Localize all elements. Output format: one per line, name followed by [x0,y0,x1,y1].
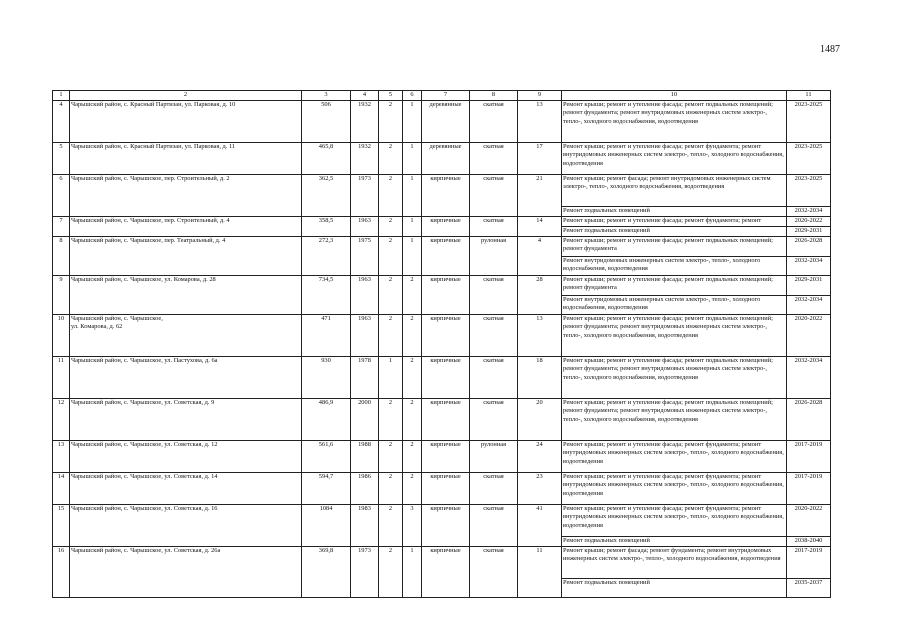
house-floors: 2 [379,398,403,440]
house-roof-type: скатная [470,314,518,356]
column-number: 6 [403,91,422,101]
column-number: 8 [470,91,518,101]
work-period: 2026-2028 [787,236,831,256]
work-description: Ремонт подвальных помещений [562,206,787,216]
house-walls-material: деревянные [422,100,470,142]
house-walls-material: кирпичные [422,236,470,275]
house-address: Чарышский район, с. Чарышское, ул. Советская, д. 16 [70,504,302,546]
house-year: 1983 [351,504,379,546]
house-roof-type: рулонная [470,236,518,275]
work-description: Ремонт крыши; ремонт и утепление фасада; ремонт фундамента; ремонт внутридомовых инженерных систем электро-, тепло-, холодного водоснабжения, водоотведения [562,440,787,472]
house-apartments: 4 [518,236,562,275]
work-description: Ремонт крыши; ремонт фасада; ремонт внутридомовых инженерных систем электро-, тепло-, холодного водоснабжения, водоотведения [562,174,787,206]
house-address: Чарышский район, с. Чарышское, ул. Советская, д. 9 [70,398,302,440]
column-number: 4 [351,91,379,101]
house-number: 9 [53,275,70,314]
column-number: 11 [787,91,831,101]
house-walls-material: кирпичные [422,314,470,356]
work-period: 2038-2040 [787,536,831,546]
table-row [53,236,831,256]
house-number: 16 [53,546,70,597]
house-year: 1963 [351,216,379,236]
house-floors: 2 [379,216,403,236]
column-number-row [53,91,831,101]
house-area: 471 [302,314,351,356]
work-description: Ремонт крыши; ремонт и утепление фасада; ремонт фундамента; ремонт внутридомовых инженерных систем электро-, тепло-, холодного водоснабжения, водоотведения [562,142,787,174]
house-apartments: 28 [518,275,562,314]
house-apartments: 20 [518,398,562,440]
house-roof-type: рулонная [470,440,518,472]
house-floors: 2 [379,236,403,275]
work-description: Ремонт крыши; ремонт фасада; ремонт фундамента; ремонт внутридомовых инженерных систем электро-, тепло-, холодного водоснабжения, водоотведения [562,546,787,578]
house-area: 369,8 [302,546,351,597]
house-number: 12 [53,398,70,440]
work-period: 2026-2028 [787,398,831,440]
work-description: Ремонт крыши; ремонт и утепление фасада; ремонт подвальных помещений; ремонт фундамента; ремонт внутридомовых инженерных систем электро-, тепло-, холодного водоснабжения, водоотведения [562,356,787,398]
work-period: 2029-2031 [787,275,831,295]
column-number: 10 [562,91,787,101]
house-year: 1978 [351,356,379,398]
house-area: 465,8 [302,142,351,174]
house-floors: 2 [379,504,403,546]
house-apartments: 18 [518,356,562,398]
house-roof-type: скатная [470,100,518,142]
work-period: 2020-2022 [787,504,831,536]
column-number: 9 [518,91,562,101]
house-number: 5 [53,142,70,174]
work-period: 2023-2025 [787,174,831,206]
house-year: 1932 [351,100,379,142]
table-row [53,440,831,472]
housing-register-table [52,90,831,598]
house-area: 734,5 [302,275,351,314]
house-entrances: 2 [403,440,422,472]
house-area: 561,6 [302,440,351,472]
house-area: 594,7 [302,472,351,504]
work-period: 2032-2034 [787,295,831,314]
house-area: 930 [302,356,351,398]
house-roof-type: скатная [470,174,518,216]
table-row [53,142,831,174]
work-description: Ремонт внутридомовых инженерных систем электро-, тепло-, холодного водоснабжения, водоотведения [562,295,787,314]
house-entrances: 3 [403,504,422,546]
work-period: 2023-2025 [787,100,831,142]
house-roof-type: скатная [470,275,518,314]
column-number: 2 [70,91,302,101]
house-address: Чарышский район, с. Чарышское, ул. Комарова, д. 62 [70,314,302,356]
house-entrances: 1 [403,216,422,236]
table-row [53,546,831,578]
house-floors: 2 [379,174,403,216]
work-period: 2020-2022 [787,216,831,226]
house-address: Чарышский район, с. Чарышское, пер. Театральный, д. 4 [70,236,302,275]
table-row [53,216,831,226]
house-apartments: 13 [518,314,562,356]
house-year: 1988 [351,440,379,472]
house-entrances: 1 [403,100,422,142]
house-address: Чарышский район, с. Красный Партизан, ул. Парковая, д. 10 [70,100,302,142]
house-apartments: 24 [518,440,562,472]
house-year: 1973 [351,174,379,216]
house-walls-material: кирпичные [422,174,470,216]
house-floors: 2 [379,440,403,472]
house-walls-material: кирпичные [422,216,470,236]
column-number: 7 [422,91,470,101]
house-year: 1963 [351,314,379,356]
column-number: 3 [302,91,351,101]
house-entrances: 1 [403,174,422,216]
house-number: 10 [53,314,70,356]
table-row [53,356,831,398]
house-entrances: 2 [403,314,422,356]
house-entrances: 2 [403,398,422,440]
house-area: 506 [302,100,351,142]
house-address: Чарышский район, с. Красный Партизан, ул. Парковая, д. 11 [70,142,302,174]
house-address: Чарышский район, с. Чарышское, ул. Советская, д. 26а [70,546,302,597]
house-year: 1973 [351,546,379,597]
house-walls-material: кирпичные [422,275,470,314]
house-number: 14 [53,472,70,504]
house-number: 6 [53,174,70,216]
house-walls-material: кирпичные [422,546,470,597]
page-number: 1487 [820,44,840,55]
house-year: 1975 [351,236,379,275]
house-floors: 2 [379,546,403,597]
table-row [53,174,831,206]
house-year: 2000 [351,398,379,440]
house-walls-material: кирпичные [422,504,470,546]
house-floors: 2 [379,100,403,142]
house-roof-type: скатная [470,546,518,597]
column-number: 5 [379,91,403,101]
work-period: 2017-2019 [787,440,831,472]
house-apartments: 13 [518,100,562,142]
house-address: Чарышский район, с. Чарышское, пер. Строительный, д. 4 [70,216,302,236]
house-entrances: 2 [403,472,422,504]
house-apartments: 41 [518,504,562,546]
house-walls-material: кирпичные [422,356,470,398]
work-description: Ремонт подвальных помещений [562,536,787,546]
work-description: Ремонт крыши; ремонт и утепление фасада; ремонт подвальных помещений; ремонт фундамента [562,275,787,295]
house-walls-material: кирпичные [422,398,470,440]
house-year: 1963 [351,275,379,314]
work-description: Ремонт крыши; ремонт и утепление фасада; ремонт подвальных помещений; ремонт фундамента; ремонт внутридомовых инженерных систем электро-, тепло-, холодного водоснабжения, водоотведения [562,314,787,356]
house-entrances: 1 [403,546,422,597]
house-address: Чарышский район, с. Чарышское, ул. Комарова, д. 28 [70,275,302,314]
house-address: Чарышский район, с. Чарышское, ул. Советская, д. 12 [70,440,302,472]
work-period: 2032-2034 [787,206,831,216]
work-description: Ремонт подвальных помещений [562,578,787,597]
house-apartments: 21 [518,174,562,216]
house-number: 15 [53,504,70,546]
house-floors: 2 [379,142,403,174]
work-description: Ремонт крыши; ремонт и утепление фасада; ремонт фундамента; ремонт внутридомовых инженерных систем электро-, тепло-, холодного водоснабжения, водоотведения [562,472,787,504]
table-row [53,504,831,536]
house-walls-material: кирпичные [422,472,470,504]
house-entrances: 1 [403,142,422,174]
house-address: Чарышский район, с. Чарышское, ул. Пастухова, д. 6а [70,356,302,398]
work-period: 2032-2034 [787,356,831,398]
table-row [53,100,831,142]
house-roof-type: скатная [470,504,518,546]
table-row [53,472,831,504]
work-period: 2032-2034 [787,256,831,275]
house-entrances: 1 [403,236,422,275]
house-apartments: 23 [518,472,562,504]
house-apartments: 17 [518,142,562,174]
house-area: 1084 [302,504,351,546]
house-number: 13 [53,440,70,472]
table-row [53,275,831,295]
house-roof-type: скатная [470,398,518,440]
work-description: Ремонт крыши; ремонт и утепление фасада; ремонт фундамента; ремонт [562,216,787,226]
work-description: Ремонт крыши; ремонт и утепление фасада; ремонт подвальных помещений; ремонт фундамента [562,236,787,256]
house-area: 362,5 [302,174,351,216]
house-floors: 2 [379,275,403,314]
house-number: 4 [53,100,70,142]
work-description: Ремонт крыши; ремонт и утепление фасада; ремонт фундамента; ремонт внутридомовых инженерных систем электро-, тепло-, холодного водоснабжения, водоотведения [562,504,787,536]
work-period: 2029-2031 [787,226,831,236]
house-walls-material: кирпичные [422,440,470,472]
house-number: 8 [53,236,70,275]
house-area: 358,5 [302,216,351,236]
work-description: Ремонт внутридомовых инженерных систем электро-, тепло-, холодного водоснабжения, водоотведения [562,256,787,275]
house-floors: 1 [379,356,403,398]
house-year: 1986 [351,472,379,504]
work-period: 2017-2019 [787,472,831,504]
work-period: 2020-2022 [787,314,831,356]
house-area: 486,9 [302,398,351,440]
house-walls-material: деревянные [422,142,470,174]
house-apartments: 14 [518,216,562,236]
work-period: 2035-2037 [787,578,831,597]
work-period: 2017-2019 [787,546,831,578]
house-floors: 2 [379,472,403,504]
house-number: 7 [53,216,70,236]
table-row [53,398,831,440]
house-roof-type: скатная [470,142,518,174]
house-address: Чарышский район, с. Чарышское, ул. Советская, д. 14 [70,472,302,504]
work-description: Ремонт крыши; ремонт и утепление фасада; ремонт подвальных помещений; ремонт фундамента; ремонт внутридомовых инженерных систем электро-, тепло-, холодного водоснабжения, водоотведения [562,100,787,142]
work-description: Ремонт крыши; ремонт и утепление фасада; ремонт подвальных помещений; ремонт фундамента; ремонт внутридомовых инженерных систем электро-, тепло-, холодного водоснабжения, водоотведения [562,398,787,440]
house-roof-type: скатная [470,472,518,504]
house-entrances: 2 [403,356,422,398]
house-apartments: 11 [518,546,562,597]
house-address: Чарышский район, с. Чарышское, пер. Строительный, д. 2 [70,174,302,216]
table-row [53,314,831,356]
work-description: Ремонт подвальных помещений [562,226,787,236]
house-number: 11 [53,356,70,398]
house-year: 1932 [351,142,379,174]
work-period: 2023-2025 [787,142,831,174]
house-floors: 2 [379,314,403,356]
house-roof-type: скатная [470,216,518,236]
house-roof-type: скатная [470,356,518,398]
column-number: 1 [53,91,70,101]
house-entrances: 2 [403,275,422,314]
register-body [53,100,831,597]
house-area: 272,3 [302,236,351,275]
